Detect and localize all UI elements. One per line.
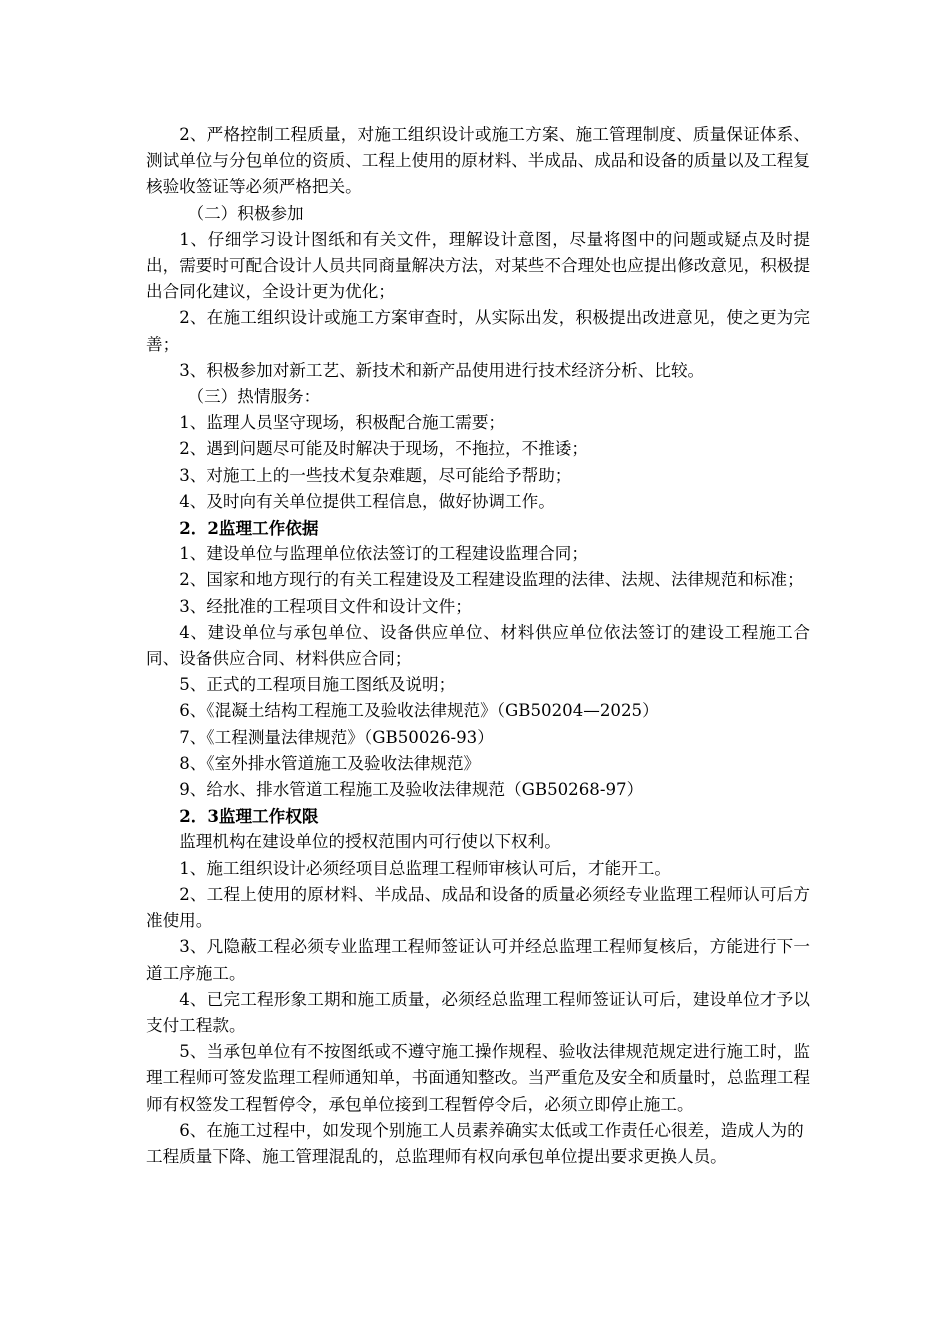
paragraph-construction-review: 2、在施工组织设计或施工方案审查时，从实际出发，积极提出改进意见，使之更为完善； (146, 308, 810, 354)
paragraph-provide-info: 4、及时向有关单位提供工程信息，做好协调工作。 (179, 491, 555, 511)
paragraph-authority-payment: 4、已完工程形象工期和施工质量，必须经总监理工程师签证认可后，建设单位才予以支付工程款。 (146, 989, 810, 1035)
paragraph-basis-pipeline-standard: 9、给水、排水管道工程施工及验收法律规范（GB50268-97） (179, 780, 644, 800)
paragraph-authority-intro: 监理机构在建设单位的授权范围内可行使以下权利。 (179, 832, 561, 852)
paragraph-basis-approved-docs: 3、经批准的工程项目文件和设计文件； (179, 596, 472, 616)
paragraph-authority-materials: 2、工程上使用的原材料、半成品、成品和设备的质量必须经专业监理工程师认可后方准使用。 (146, 884, 810, 931)
paragraph-basis-laws: 2、国家和地方现行的有关工程建设及工程建设监理的法律、法规、法律规范和标准； (179, 570, 804, 590)
paragraph-authority-concealed-works: 3、凡隐蔽工程必须专业监理工程师签证认可并经总监理工程师复核后，方能进行下一道工序施工。 (146, 937, 810, 983)
paragraph-basis-concrete-standard: 6、《混凝土结构工程施工及验收法律规范》（GB50204—2025） (179, 701, 659, 721)
paragraph-basis-drainage-standard: 8、《室外排水管道施工及验收法律规范》 (179, 753, 481, 773)
paragraph-stay-on-site: 1、监理人员坚守现场，积极配合施工需要； (179, 413, 506, 433)
section-heading-basis: 2．2监理工作依据 (179, 518, 319, 539)
document-body (146, 122, 810, 1170)
paragraph-basis-contract: 1、建设单位与监理单位依法签订的工程建设监理合同； (179, 544, 588, 564)
paragraph-technical-help: 3、对施工上的一些技术复杂难题，尽可能给予帮助； (179, 465, 572, 485)
paragraph-basis-survey-standard: 7、《工程测量法律规范》（GB50026-93） (179, 727, 494, 747)
paragraph-authority-start: 1、施工组织设计必须经项目总监理工程师审核认可后，才能开工。 (179, 858, 671, 878)
subheading-warm-service: （三）热情服务： (187, 387, 321, 407)
paragraph-basis-drawings: 5、正式的工程项目施工图纸及说明； (179, 675, 456, 695)
paragraph-new-technology: 3、积极参加对新工艺、新技术和新产品使用进行技术经济分析、比较。 (179, 360, 705, 380)
paragraph-study-drawings: 1、仔细学习设计图纸和有关文件，理解设计意图，尽量将图中的问题或疑点及时提出，需要时可配合设计人员共同商量解决方法，对某些不合理处也应提出修改意见，积极提出合同化建议，全设计更为优化； (146, 229, 810, 302)
paragraph-basis-supply-contracts: 4、建设单位与承包单位、设备供应单位、材料供应单位依法签订的建设工程施工合同、设备供应合同、材料供应合同； (146, 622, 810, 669)
paragraph-authority-replace-staff: 6、在施工过程中，如发现个别施工人员素养确实太低或工作责任心很差，造成人为的工程质量下降、施工管理混乱的，总监理师有权向承包单位提出要求更换人员。 (146, 1120, 804, 1166)
paragraph-solve-problems: 2、遇到问题尽可能及时解决于现场，不拖拉，不推诿； (179, 439, 588, 459)
paragraph-quality-control: 2、严格控制工程质量，对施工组织设计或施工方案、施工管理制度、质量保证体系、测试单位与分包单位的资质、工程上使用的原材料、半成品、成品和设备的质量以及工程复核验收签证等必须严格把关。 (146, 125, 810, 197)
subheading-active-participation: （二）积极参加 (187, 203, 304, 223)
section-heading-authority: 2．3监理工作权限 (179, 806, 319, 827)
paragraph-authority-stop-work: 5、当承包单位有不按图纸或不遵守施工操作规程、验收法律规范规定进行施工时，监理工程师可签发监理工程师通知单，书面通知整改。当严重危及安全和质量时，总监理工程师有权签发工程暂停令，承包单位接到工程暂停令后，必须立即停止施工。 (146, 1042, 810, 1114)
